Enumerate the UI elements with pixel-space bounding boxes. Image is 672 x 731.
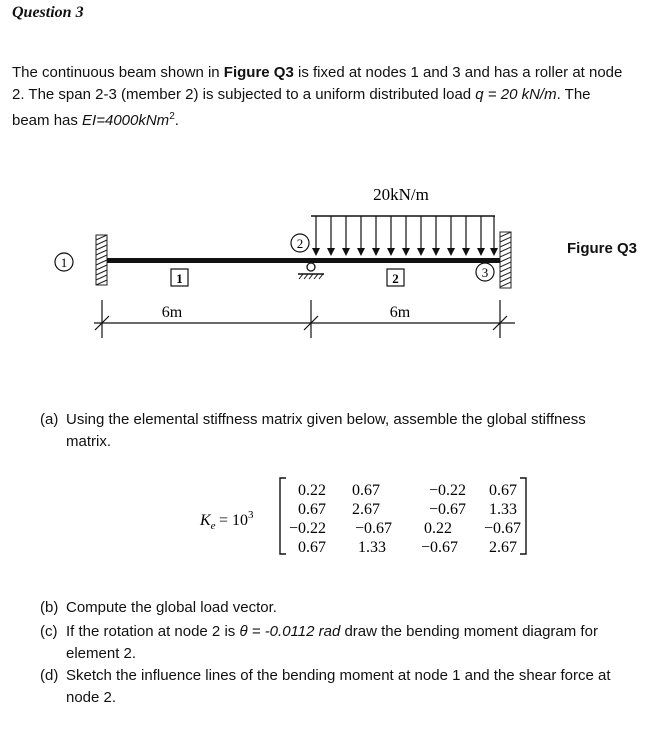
part-d-marker: (d) [40, 667, 59, 684]
fixed-support-left [96, 235, 107, 285]
part-a-text-cont: matrix. [66, 433, 111, 450]
matrix-cell: −0.22 [288, 520, 326, 537]
statement-text: The continuous beam shown in [12, 64, 224, 81]
matrix-cell: −0.67 [428, 501, 466, 518]
matrix-cell: 1.33 [489, 501, 517, 518]
dimension-line [94, 300, 515, 338]
statement-line-3 [12, 106, 672, 132]
part-c-text: If the rotation at node 2 is [66, 623, 240, 640]
load-value: q = 20 kN/m [475, 86, 557, 103]
statement-text: . The [556, 86, 591, 103]
part-a [40, 409, 586, 453]
matrix-cell: −0.67 [420, 539, 458, 556]
node-label-2: 2 [296, 236, 304, 251]
span-label-2: 6m [389, 304, 411, 321]
statement-text: . [174, 112, 179, 129]
span-label-1: 6m [161, 304, 183, 321]
exponent: 2 [169, 111, 175, 122]
node-label-1: 1 [60, 255, 68, 270]
matrix-cell: 0.67 [298, 501, 326, 518]
figure-caption: Figure Q3 [567, 240, 638, 257]
matrix-cell: 0.67 [489, 482, 517, 499]
figure-reference: Figure Q3 [223, 64, 294, 81]
matrix-cell: 1.33 [358, 539, 386, 556]
node-label-3: 3 [481, 265, 489, 280]
beam-figure [0, 180, 672, 355]
roller-support [298, 263, 324, 279]
rotation-value: = -0.0112 rad [247, 623, 341, 640]
part-d-text-cont: node 2. [66, 689, 117, 706]
matrix-bracket-left [280, 478, 286, 554]
part-c-text-cont: element 2. [66, 645, 137, 662]
matrix-cell: 2.67 [352, 501, 380, 518]
part-d [40, 665, 611, 709]
part-c-marker: (c) [40, 623, 58, 640]
matrix-bracket-right [520, 478, 526, 554]
problem-statement [12, 62, 672, 132]
part-c [40, 621, 598, 665]
beam [107, 258, 500, 263]
part-b-text: Compute the global load vector. [66, 599, 277, 616]
flexural-rigidity: EI=4000kNm [82, 112, 170, 129]
matrix-cell: −0.67 [483, 520, 521, 537]
statement-text: is fixed at nodes 1 and 3 and has a roller at node [293, 64, 623, 81]
part-a-marker: (a) [40, 411, 59, 428]
matrix-cell: 0.22 [424, 520, 452, 537]
fixed-support-right [500, 232, 511, 288]
matrix-cell: 0.67 [352, 482, 380, 499]
part-c-text: draw the bending moment diagram for [340, 623, 598, 640]
matrix-symbol: $K_e$ [200, 512, 216, 532]
matrix-cell: 2.67 [489, 539, 517, 556]
question-heading: Question 3 [12, 4, 84, 21]
distributed-load [311, 216, 498, 256]
part-d-text: Sketch the influence lines of the bending moment at node 1 and the shear force at [66, 667, 611, 684]
matrix-cell: 0.22 [298, 482, 326, 499]
statement-text: beam has [12, 112, 83, 129]
part-b-marker: (b) [40, 599, 59, 616]
part-b [40, 597, 277, 619]
load-label: 20kN/m [373, 185, 429, 204]
matrix-equals: = $10^3$ [219, 509, 254, 529]
part-a-text: Using the elemental stiffness matrix given below, assemble the global stiffness [66, 411, 586, 428]
member-label-2: 2 [392, 271, 399, 286]
statement-line-2 [12, 84, 672, 106]
theta-symbol: θ [239, 623, 248, 640]
member-label-1: 1 [176, 271, 183, 286]
matrix-cell: −0.67 [354, 520, 392, 537]
statement-text: 2. The span 2-3 (member 2) is subjected to a uniform distributed load [12, 86, 476, 103]
statement-line-1 [12, 62, 672, 84]
matrix-cell: −0.22 [428, 482, 466, 499]
stiffness-matrix [0, 470, 672, 570]
matrix-cell: 0.67 [298, 539, 326, 556]
